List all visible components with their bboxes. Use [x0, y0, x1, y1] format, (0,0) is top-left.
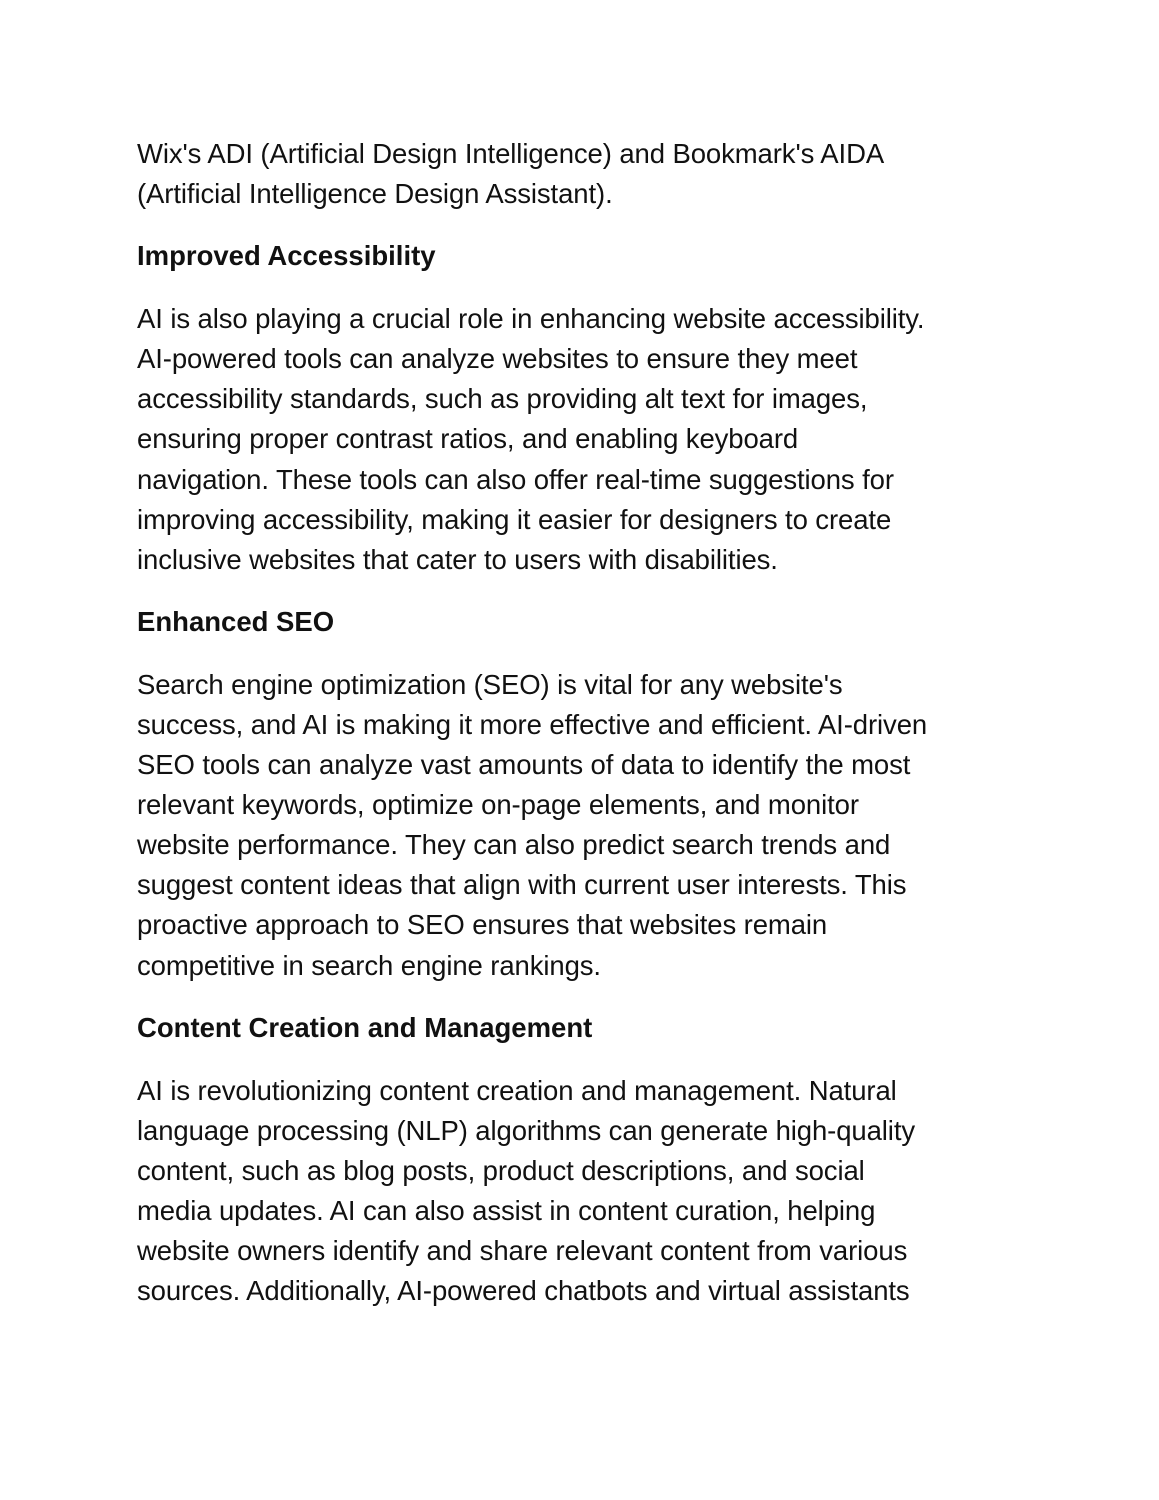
text-line: content, such as blog posts, product descriptions, and social	[137, 1154, 865, 1186]
text-line: accessibility standards, such as providing alt text for images,	[137, 383, 868, 415]
text-line: improving accessibility, making it easier for designers to create	[137, 503, 892, 535]
text-line: relevant keywords, optimize on-page elements, and monitor	[137, 789, 859, 821]
section-heading-content: Content Creation and Management	[137, 1011, 593, 1043]
text-line: Search engine optimization (SEO) is vital for any website's	[137, 668, 843, 700]
text-line: sources. Additionally, AI-powered chatbots and virtual assistants	[137, 1275, 910, 1307]
text-line: media updates. AI can also assist in content curation, helping	[137, 1194, 876, 1226]
intro-paragraph	[137, 134, 1027, 214]
section-heading-seo: Enhanced SEO	[137, 605, 335, 637]
text-line: (Artificial Intelligence Design Assistant).	[137, 178, 613, 210]
text-line: suggest content ideas that align with current user interests. This	[137, 869, 907, 901]
text-line: AI is revolutionizing content creation and management. Natural	[137, 1074, 897, 1106]
text-line: AI is also playing a crucial role in enhancing website accessibility.	[137, 303, 925, 335]
text-line: navigation. These tools can also offer real-time suggestions for	[137, 463, 894, 495]
text-line: competitive in search engine rankings.	[137, 949, 601, 981]
text-line: inclusive websites that cater to users with disabilities.	[137, 543, 778, 575]
text-line: success, and AI is making it more effective and efficient. AI-driven	[137, 708, 928, 740]
section-paragraph-accessibility	[137, 299, 1027, 580]
document-page	[137, 134, 1027, 1311]
text-line: AI-powered tools can analyze websites to ensure they meet	[137, 343, 858, 375]
text-line: language processing (NLP) algorithms can generate high-quality	[137, 1114, 916, 1146]
text-line: website owners identify and share relevant content from various	[137, 1234, 908, 1266]
section-paragraph-content	[137, 1071, 1027, 1312]
text-line: ensuring proper contrast ratios, and enabling keyboard	[137, 423, 799, 455]
text-line: SEO tools can analyze vast amounts of data to identify the most	[137, 749, 911, 781]
section-paragraph-seo	[137, 665, 1027, 986]
text-line: website performance. They can also predict search trends and	[137, 829, 891, 861]
section-heading-accessibility: Improved Accessibility	[137, 240, 436, 272]
text-line: Wix's ADI (Artificial Design Intelligence) and Bookmark's AIDA	[137, 138, 885, 169]
text-line: proactive approach to SEO ensures that websites remain	[137, 909, 828, 941]
